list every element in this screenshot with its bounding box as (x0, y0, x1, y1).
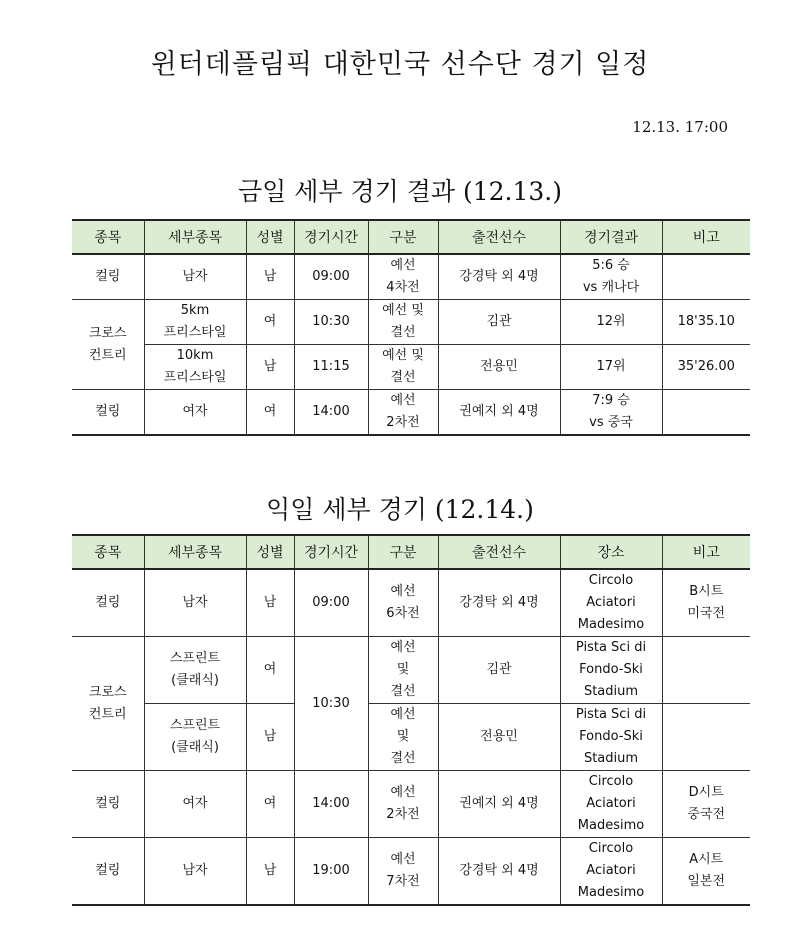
cell-gender: 여 (246, 771, 294, 838)
cell-sport: 컬링 (72, 838, 144, 906)
header-result: 경기결과 (560, 220, 662, 254)
cell-event: 여자 (144, 390, 246, 436)
update-timestamp: 12.13. 17:00 (632, 118, 728, 136)
cell-time: 09:00 (294, 569, 368, 637)
table-row (72, 345, 750, 390)
cell-stage: 예선 4차전 (368, 254, 438, 300)
cell-event: 5km 프리스타일 (144, 300, 246, 345)
cell-result: 7:9 승 vs 중국 (560, 390, 662, 436)
cell-venue: Circolo Aciatori Madesimo (560, 569, 662, 637)
cell-athletes: 김관 (438, 300, 560, 345)
cell-result: 5:6 승 vs 캐나다 (560, 254, 662, 300)
cell-time: 11:15 (294, 345, 368, 390)
cell-time: 19:00 (294, 838, 368, 906)
cell-stage: 예선 및 결선 (368, 637, 438, 704)
cell-event: 여자 (144, 771, 246, 838)
cell-note: A시트 일본전 (662, 838, 750, 906)
header-athletes: 출전선수 (438, 220, 560, 254)
cell-result: 12위 (560, 300, 662, 345)
header-stage: 구분 (368, 535, 438, 569)
cell-sport: 크로스 컨트리 (72, 300, 144, 390)
cell-gender: 남 (246, 254, 294, 300)
cell-time: 14:00 (294, 390, 368, 436)
cell-note (662, 637, 750, 704)
cell-time: 10:30 (294, 300, 368, 345)
header-sport: 종목 (72, 220, 144, 254)
schedule-section-title: 익일 세부 경기 (12.14.) (266, 495, 534, 524)
header-time: 경기시간 (294, 535, 368, 569)
cell-event: 남자 (144, 838, 246, 906)
cell-note: D시트 중국전 (662, 771, 750, 838)
header-note: 비고 (662, 535, 750, 569)
cell-event: 스프린트 (클래식) (144, 637, 246, 704)
table-row (72, 254, 750, 300)
cell-athletes: 전용민 (438, 704, 560, 771)
cell-event: 남자 (144, 569, 246, 637)
results-table (72, 219, 750, 436)
cell-stage: 예선 및 결선 (368, 300, 438, 345)
table-row (72, 704, 750, 771)
page-title: 윈터데플림픽 대한민국 선수단 경기 일정 (150, 49, 650, 80)
cell-athletes: 권예지 외 4명 (438, 390, 560, 436)
cell-note (662, 704, 750, 771)
cell-gender: 여 (246, 390, 294, 436)
cell-event: 남자 (144, 254, 246, 300)
cell-note: B시트 미국전 (662, 569, 750, 637)
cell-stage: 예선 및 결선 (368, 704, 438, 771)
cell-athletes: 강경탁 외 4명 (438, 254, 560, 300)
header-venue: 장소 (560, 535, 662, 569)
header-athletes: 출전선수 (438, 535, 560, 569)
cell-stage: 예선 및 결선 (368, 345, 438, 390)
cell-venue: Circolo Aciatori Madesimo (560, 838, 662, 906)
cell-event: 10km 프리스타일 (144, 345, 246, 390)
header-event: 세부종목 (144, 220, 246, 254)
header-time: 경기시간 (294, 220, 368, 254)
cell-event: 스프린트 (클래식) (144, 704, 246, 771)
header-gender: 성별 (246, 535, 294, 569)
table-header-row (72, 220, 750, 254)
cell-gender: 여 (246, 300, 294, 345)
cell-venue: Circolo Aciatori Madesimo (560, 771, 662, 838)
header-note: 비고 (662, 220, 750, 254)
table-row (72, 771, 750, 838)
schedule-table (72, 534, 750, 906)
cell-athletes: 강경탁 외 4명 (438, 838, 560, 906)
cell-stage: 예선 2차전 (368, 771, 438, 838)
cell-athletes: 전용민 (438, 345, 560, 390)
cell-note: 18'35.10 (662, 300, 750, 345)
table-row (72, 637, 750, 704)
cell-sport: 컬링 (72, 771, 144, 838)
cell-time: 09:00 (294, 254, 368, 300)
cell-gender: 여 (246, 637, 294, 704)
cell-athletes: 권예지 외 4명 (438, 771, 560, 838)
cell-gender: 남 (246, 704, 294, 771)
header-event: 세부종목 (144, 535, 246, 569)
cell-result: 17위 (560, 345, 662, 390)
table-row (72, 300, 750, 345)
cell-gender: 남 (246, 838, 294, 906)
cell-venue: Pista Sci di Fondo-Ski Stadium (560, 704, 662, 771)
cell-stage: 예선 7차전 (368, 838, 438, 906)
table-row (72, 569, 750, 637)
table-header-row (72, 535, 750, 569)
cell-stage: 예선 6차전 (368, 569, 438, 637)
cell-sport: 컬링 (72, 390, 144, 436)
header-gender: 성별 (246, 220, 294, 254)
cell-note: 35'26.00 (662, 345, 750, 390)
cell-gender: 남 (246, 345, 294, 390)
cell-note (662, 254, 750, 300)
cell-athletes: 강경탁 외 4명 (438, 569, 560, 637)
cell-note (662, 390, 750, 436)
cell-venue: Pista Sci di Fondo-Ski Stadium (560, 637, 662, 704)
results-section-title: 금일 세부 경기 결과 (12.13.) (237, 177, 562, 206)
cell-stage: 예선 2차전 (368, 390, 438, 436)
table-row (72, 838, 750, 906)
cell-athletes: 김관 (438, 637, 560, 704)
table-row (72, 390, 750, 436)
cell-sport: 컬링 (72, 254, 144, 300)
cell-sport: 크로스 컨트리 (72, 637, 144, 771)
header-stage: 구분 (368, 220, 438, 254)
cell-time: 14:00 (294, 771, 368, 838)
cell-gender: 남 (246, 569, 294, 637)
cell-sport: 컬링 (72, 569, 144, 637)
cell-time: 10:30 (294, 637, 368, 771)
header-sport: 종목 (72, 535, 144, 569)
